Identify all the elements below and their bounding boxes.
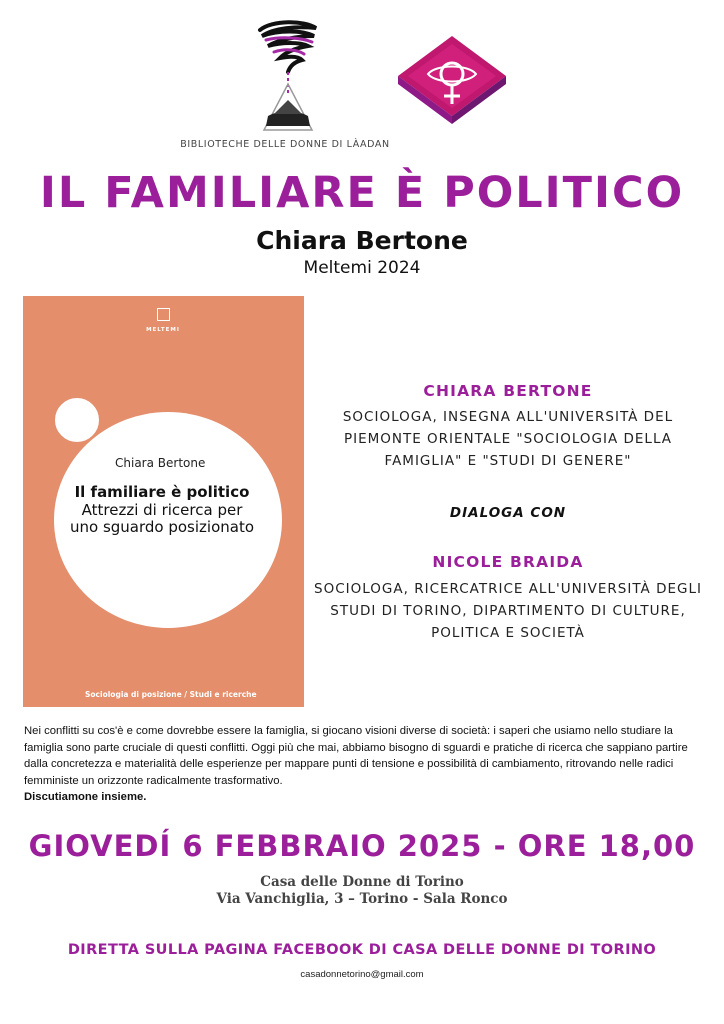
venue-name: Casa delle Donne di Torino: [260, 874, 464, 890]
author-name: Chiara Bertone: [256, 226, 468, 255]
description-text: Nei conflitti su cos'è e come dovrebbe essere la famiglia, si giocano visioni diverse di società: i saperi che usiamo nello studiare la famiglia sono parte cruciale di questi conflitti. Oggi più che mai, abbiamo bisogno di sguardi e pratiche di ricerca che sappiano partire dalla concretezza e materialità delle esperienze per mappare punti di tensione e possibilità di cambiamento, ritrovando nelle radici femministe un orizzonte radicalmente trasformativo.: [24, 725, 688, 787]
event-description: [24, 723, 704, 806]
speaker-desc-second: SOCIOLOGA, RICERCATRICE ALL'UNIVERSITÀ DEGLI STUDI DI TORINO, DIPARTIMENTO DI CULTURE, POLITICA E SOCIETÀ: [314, 581, 702, 641]
publisher-mark-icon: [147, 308, 179, 321]
cover-publisher: MELTEMI: [146, 327, 180, 333]
facebook-stream-notice: DIRETTA SULLA PAGINA FACEBOOK DI CASA DELLE DONNE DI TORINO: [67, 942, 657, 958]
event-title: IL FAMILIARE È POLITICO: [39, 168, 685, 218]
laadan-library-logo: [252, 18, 324, 136]
library-caption: BIBLIOTECHE DELLE DONNE DI LÀADAN: [180, 139, 390, 150]
cover-series: Sociologia di posizione / Studi e ricerche: [85, 690, 257, 699]
description-closing: Discutiamone insieme.: [24, 791, 147, 804]
dialoga-label: DIALOGA CON: [449, 505, 567, 521]
contact-email[interactable]: casadonnetorino@gmail.com: [300, 969, 424, 980]
cover-author: Chiara Bertone: [115, 456, 206, 470]
speaker-desc-first: SOCIOLOGA, INSEGNA ALL'UNIVERSITÀ DEL PIEMONTE ORIENTALE "SOCIOLOGIA DELLA FAMIGLIA" E "STUDI DI GENERE": [342, 409, 674, 469]
cover-subtitle: Attrezzi di ricerca per uno sguardo posizionato: [69, 501, 255, 536]
speaker-name-first: CHIARA BERTONE: [423, 382, 593, 400]
cover-small-circle: [54, 397, 100, 443]
venue-address: Via Vanchiglia, 3 – Torino - Sala Ronco: [216, 891, 508, 907]
event-date-time: GIOVEDÍ 6 FEBBRAIO 2025 - ORE 18,00: [28, 829, 696, 863]
speaker-name-second: NICOLE BRAIDA: [432, 553, 584, 571]
book-cover: [23, 296, 304, 707]
venus-symbol-logo: [396, 34, 508, 126]
cover-title: Il familiare è politico: [74, 483, 250, 501]
publisher-year: Meltemi 2024: [303, 258, 421, 278]
